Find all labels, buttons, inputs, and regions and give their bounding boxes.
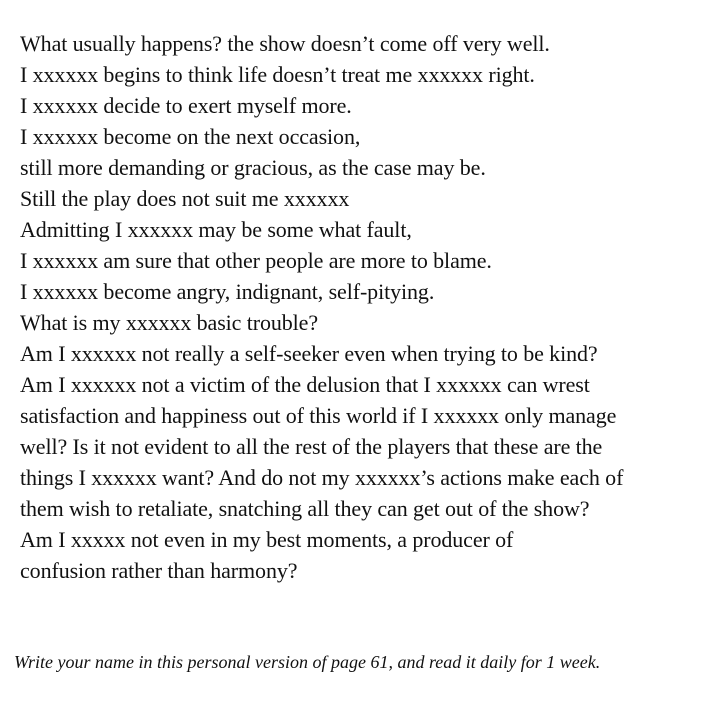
passage-line: them wish to retaliate, snatching all they can get out of the show? <box>20 496 590 521</box>
passage-line: I xxxxxx become angry, indignant, self-pitying. <box>20 279 435 304</box>
passage-line: things I xxxxxx want? And do not my xxxxxx’s actions make each of <box>20 465 624 490</box>
passage-line: What usually happens? the show doesn’t come off very well. <box>20 31 550 56</box>
passage-line: What is my xxxxxx basic trouble? <box>20 310 319 335</box>
passage-line: still more demanding or gracious, as the case may be. <box>20 155 486 180</box>
passage-line: I xxxxxx decide to exert myself more. <box>20 93 352 118</box>
passage-text <box>20 28 710 586</box>
passage-line: satisfaction and happiness out of this world if I xxxxxx only manage <box>20 403 617 428</box>
passage-line: I xxxxxx am sure that other people are more to blame. <box>20 248 492 273</box>
passage-line: Still the play does not suit me xxxxxx <box>20 186 350 211</box>
passage-line: I xxxxxx begins to think life doesn’t treat me xxxxxx right. <box>20 62 535 87</box>
passage-line: confusion rather than harmony? <box>20 558 298 583</box>
instruction-note: Write your name in this personal version of page 61, and read it daily for 1 week. <box>14 652 601 672</box>
passage-line: Admitting I xxxxxx may be some what fault, <box>20 217 412 242</box>
passage-line: I xxxxxx become on the next occasion, <box>20 124 361 149</box>
passage-line: Am I xxxxxx not really a self-seeker even when trying to be kind? <box>20 341 598 366</box>
passage-line: well? Is it not evident to all the rest of the players that these are the <box>20 434 603 459</box>
passage-line: Am I xxxxx not even in my best moments, a producer of <box>20 527 514 552</box>
passage-line: Am I xxxxxx not a victim of the delusion that I xxxxxx can wrest <box>20 372 590 397</box>
